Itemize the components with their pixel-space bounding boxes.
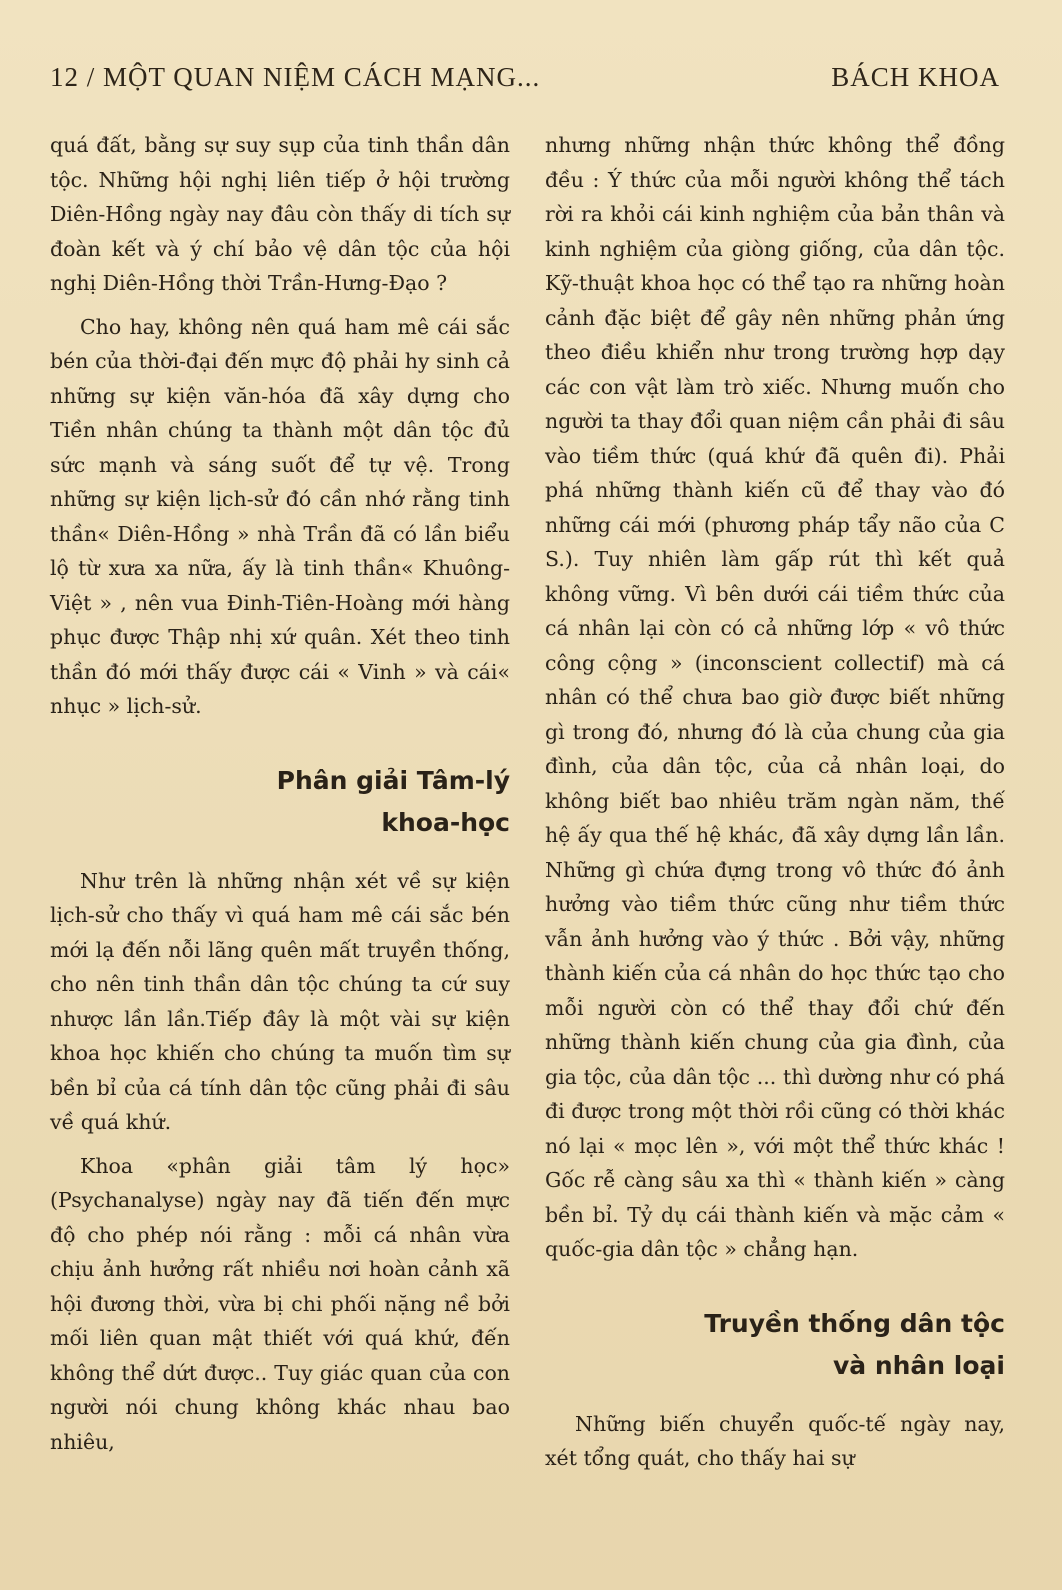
section-heading-line: và nhân loại [832, 1350, 1005, 1380]
paragraph: nhưng những nhận thức không thể đồng đều : Ý thức của mỗi người không thể tách rời ra khỏi cái kinh nghiệm của bản thân và kinh nghiệm của giòng giống, của dân tộc. Kỹ-thuật khoa học có thể tạo ra những hoàn cảnh đặc biệt để gây nên những phản ứng theo điều khiển như trong trường hợp dạy các con vật làm trò xiếc. Nhưng muốn cho người ta thay đổi quan niệm cần phải đi sâu vào tiềm thức (quá khứ đã quên đi). Phải phá những thành kiến cũ để thay vào đó những cái mới (phương pháp tẩy não của C S.). Tuy nhiên làm gấp rút thì kết quả không vững. Vì bên dưới cái tiềm thức của cá nhân lại còn có cả những lớp « vô thức công cộng » (inconscient collectif) mà cá nhân có thể chưa bao giờ được biết những gì trong đó, nhưng đó là của chung của gia đình, của dân tộc, của cả nhân loại, do không biết bao nhiêu trăm ngàn năm, thế hệ ấy qua thế hệ khác, đã xây dựng lần lần. Những gì chứa đựng trong vô thức đó ảnh hưởng vào tiềm thức cũng như tiềm thức vẫn ảnh hưởng vào ý thức . Bởi vậy, những thành kiến của cá nhân do học thức tạo cho mỗi người còn có thể thay đổi chứ đến những thành kiến chung của gia đình, của gia tộc, của dân tộc ... thì dường như có phá đi được trong một thời rồi cũng có thời khác nó lại « mọc lên », với một thể thức khác ! Gốc rễ càng sâu xa thì « thành kiến » càng bền bỉ. Tỷ dụ cái thành kiến và mặc cảm « quốc-gia dân tộc » chẳng hạn. [545, 133, 1005, 1261]
paragraph: quá đất, bằng sự suy sụp của tinh thần dân tộc. Những hội nghị liên tiếp ở hội trường Diên-Hồng ngày nay đâu còn thấy di tích sự đoàn kết và ý chí bảo vệ dân tộc của hội nghị Diên-Hồng thời Trần-Hưng-Đạo ? [50, 133, 510, 295]
paragraph: Những biến chuyển quốc-tế ngày nay, xét tổng quát, cho thấy hai sự [545, 1411, 1005, 1470]
right-column [545, 128, 1005, 1476]
page-header [50, 62, 1000, 102]
section-heading [50, 760, 510, 844]
paragraph: Cho hay, không nên quá ham mê cái sắc bén của thời-đại đến mực độ phải hy sinh cả những sự kiện văn-hóa đã xây dựng cho Tiền nhân chúng ta thành một dân tộc đủ sức mạnh và sáng suốt để tự vệ. Trong những sự kiện lịch-sử đó cần nhớ rằng tinh thần« Diên-Hồng » nhà Trần đã có lần biểu lộ từ xưa xa nữa, ấy là tinh thần« Khuông-Việt » , nên vua Đinh-Tiên-Hoàng mới hàng phục được Thập nhị xứ quân. Xét theo tinh thần đó mới thấy được cái « Vinh » và cái« nhục » lịch-sử. [50, 314, 510, 718]
paragraph: Như trên là những nhận xét về sự kiện lịch-sử cho thấy vì quá ham mê cái sắc bén mới lạ đến nỗi lãng quên mất truyền thống, cho nên tinh thần dân tộc chúng ta cứ suy nhược lần lần.Tiếp đây là một vài sự kiện khoa học khiến cho chúng ta muốn tìm sự bền bỉ của cá tính dân tộc cũng phải đi sâu về quá khứ. [50, 868, 510, 1134]
paragraph: Khoa «phân giải tâm lý học» (Psychanalyse) ngày nay đã tiến đến mực độ cho phép nói rằng : mỗi cá nhân vừa chịu ảnh hưởng rất nhiều nơi hoàn cảnh xã hội đương thời, vừa bị chi phối nặng nề bởi mối liên quan mật thiết với quá khứ, đến không thể dứt được.. Tuy giác quan của con người nói chung không khác nhau bao nhiêu, [50, 1153, 510, 1454]
section-heading [545, 1303, 1005, 1387]
running-title: 12 / MỘT QUAN NIỆM CÁCH MẠNG... [50, 62, 541, 92]
magazine-name: BÁCH KHOA [831, 62, 1000, 92]
left-column [50, 128, 510, 1459]
section-heading-line: khoa-học [381, 807, 510, 837]
section-heading-line: Phân giải Tâm-lý [276, 765, 510, 795]
section-heading-line: Truyền thống dân tộc [704, 1308, 1005, 1338]
